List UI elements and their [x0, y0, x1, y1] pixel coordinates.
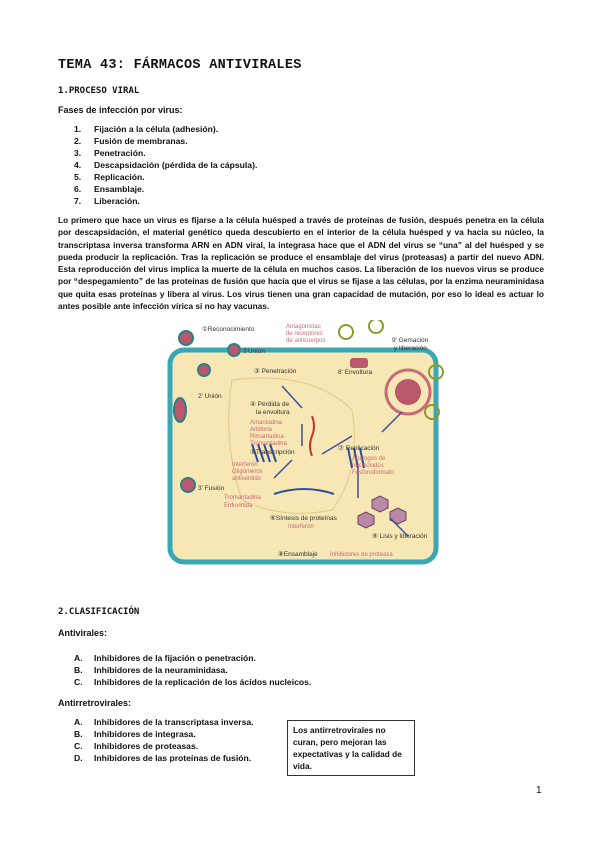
list-item-text: Fusión de membranas.	[94, 136, 188, 146]
list-marker: D.	[74, 753, 83, 763]
drug-nucleosidos: nucleósidos	[352, 463, 384, 469]
antirretrovirales-list	[74, 716, 254, 764]
enveloped-virion-icon	[369, 320, 383, 333]
list-marker: C.	[74, 677, 83, 687]
list-item	[74, 740, 254, 752]
drug-antisentido: antisentido	[232, 476, 262, 482]
label-gemacion-1: 9' Gemación	[392, 337, 429, 344]
label-envoltura: 8' Envoltura	[338, 369, 373, 376]
page-number: 1	[536, 785, 542, 796]
list-marker: 1.	[74, 124, 82, 134]
list-item	[74, 676, 311, 688]
label-sintesis: ⑥Síntesis de proteínas	[270, 515, 337, 522]
drug-rimantadina: Rimantadina	[250, 434, 284, 440]
virion-icon	[198, 364, 210, 376]
drug-interferon: Interferón	[232, 462, 258, 468]
list-marker: A.	[74, 717, 83, 727]
list-item	[74, 664, 311, 676]
page-title: TEMA 43: FÁRMACOS ANTIVIRALES	[58, 58, 302, 73]
virion-icon	[174, 398, 186, 422]
antirretrovirales-label: Antirretrovirales:	[58, 698, 132, 708]
label-perdida-1: ④ Pérdida de	[250, 401, 290, 408]
drug-analogos: Análogos de	[352, 456, 386, 462]
list-item-text: Inhibidores de la neuraminidasa.	[94, 665, 228, 675]
list-marker: B.	[74, 665, 83, 675]
list-item	[74, 652, 311, 664]
label-gemacion-2: y liberación	[394, 345, 427, 352]
list-marker: C.	[74, 741, 83, 751]
list-item	[74, 752, 254, 764]
list-item	[74, 159, 257, 171]
label-penetracion: ③ Penetración	[254, 368, 297, 375]
drug-tromantadina-fusion: Tromantadina	[224, 495, 261, 501]
list-item-text: Penetración.	[94, 148, 146, 158]
viral-process-paragraph: Lo primero que hace un virus es fijarse a la célula huésped a través de proteínas de fusión, después penetra en la célula por descapsidación, el material genético queda descubierto en el interior de la célula huésped y va hacia su núcleo, la transcriptasa inversa transforma ARN en ADN viral, la integrasa hace que el ADN del virus se “una” al del huésped y se pueda producir la replicación. Tras la replicación se produce el ensamblaje del virus (proteasas) a partir del nuevo ADN. Esta reproducción del virus implica la muerte de la célula en muchos casos. La liberación de los nuevos virus se produce por “despegamiento” de las proteínas de fusión que hacía que el virus se fijase a las células, por la enzima neuraminidasa que quita esas proteínas y libera al virus. Los virus tienen una gran capacidad de mutación, por eso lo ideal es actuar lo antes posible ante infección vírica si no hay vacunas.	[58, 215, 544, 312]
list-item-text: Inhibidores de la transcriptasa inversa.	[94, 717, 254, 727]
list-item-text: Descapsidación (pérdida de la cápsula).	[94, 160, 258, 170]
drug-fosfonoformato: Fosfonoformato	[352, 470, 395, 476]
drug-interferon-sintesis: Interferón	[288, 524, 314, 530]
list-marker: B.	[74, 729, 83, 739]
list-marker: 6.	[74, 184, 82, 194]
virion-icon	[179, 331, 193, 345]
section-heading-clasificacion: 2.CLASIFICACIÓN	[58, 607, 140, 617]
label-union-2: 2' Unión	[198, 393, 222, 400]
list-item	[74, 123, 257, 135]
list-marker: 7.	[74, 196, 82, 206]
list-item-text: Fijación a la célula (adhesión).	[94, 124, 219, 134]
virion-icon	[228, 344, 240, 356]
list-marker: 3.	[74, 148, 82, 158]
list-item	[74, 728, 254, 740]
label-antagonistas-1: Antagonistas	[286, 324, 321, 330]
antirretrovirales-note-box: Los antirretrovirales no curan, pero mejoran las expectativas y la calidad de vida.	[287, 720, 415, 776]
list-marker: 2.	[74, 136, 82, 146]
list-marker: A.	[74, 653, 83, 663]
virion-icon	[395, 379, 421, 405]
label-ensamblaje: ⑧Ensamblaje	[278, 551, 318, 558]
drug-oligomeros: Oligómeros	[232, 469, 263, 475]
label-transcripcion: ⑤Transcripción	[250, 449, 295, 456]
phases-label: Fases de infección por virus:	[58, 105, 183, 115]
section-heading-proceso-viral: 1.PROCESO VIRAL	[58, 86, 140, 96]
list-item-text: Liberación.	[94, 196, 140, 206]
drug-inhibidores-proteasa: Inhibidores de proteasa	[330, 552, 393, 558]
list-item	[74, 171, 257, 183]
antivirales-label: Antivirales:	[58, 628, 108, 638]
label-antagonistas-2: de receptores	[286, 331, 323, 337]
list-item-text: Replicación.	[94, 172, 145, 182]
label-perdida-2: la envoltura	[256, 409, 290, 416]
enveloped-virion-icon	[339, 325, 353, 339]
list-marker: 5.	[74, 172, 82, 182]
list-item	[74, 135, 257, 147]
list-marker: 4.	[74, 160, 82, 170]
drug-tromantadina: Tromantadina	[250, 441, 287, 447]
list-item-text: Inhibidores de la fijación o penetración.	[94, 653, 256, 663]
antivirales-list	[74, 652, 311, 688]
list-item-text: Inhibidores de integrasa.	[94, 729, 196, 739]
list-item-text: Inhibidores de la replicación de los ácidos nucleicos.	[94, 677, 312, 687]
label-replicacion: ⑦ Replicación	[338, 445, 380, 452]
label-antagonistas-3: de anticuerpos	[286, 338, 326, 344]
capsid-icon	[350, 358, 368, 368]
label-union: ②Unión	[242, 348, 265, 355]
viral-cycle-figure	[162, 320, 444, 568]
phases-list	[74, 123, 257, 207]
drug-amantadina: Amantadina	[250, 420, 283, 426]
drug-enfuvirtida: Enfuvirtida	[224, 503, 253, 509]
drug-arildona: Arildona	[250, 427, 273, 433]
virion-icon	[181, 478, 195, 492]
label-fusion: 3' Fusión	[198, 485, 225, 492]
list-item-text: Inhibidores de las proteínas de fusión.	[94, 753, 252, 763]
list-item	[74, 716, 254, 728]
list-item	[74, 147, 257, 159]
label-reconocimiento: ①Reconocimiento	[202, 326, 255, 333]
list-item-text: Inhibidores de proteasas.	[94, 741, 199, 751]
label-lisis: ⑨ Lisis y liberación	[372, 533, 428, 540]
list-item-text: Ensamblaje.	[94, 184, 145, 194]
list-item	[74, 195, 257, 207]
list-item	[74, 183, 257, 195]
